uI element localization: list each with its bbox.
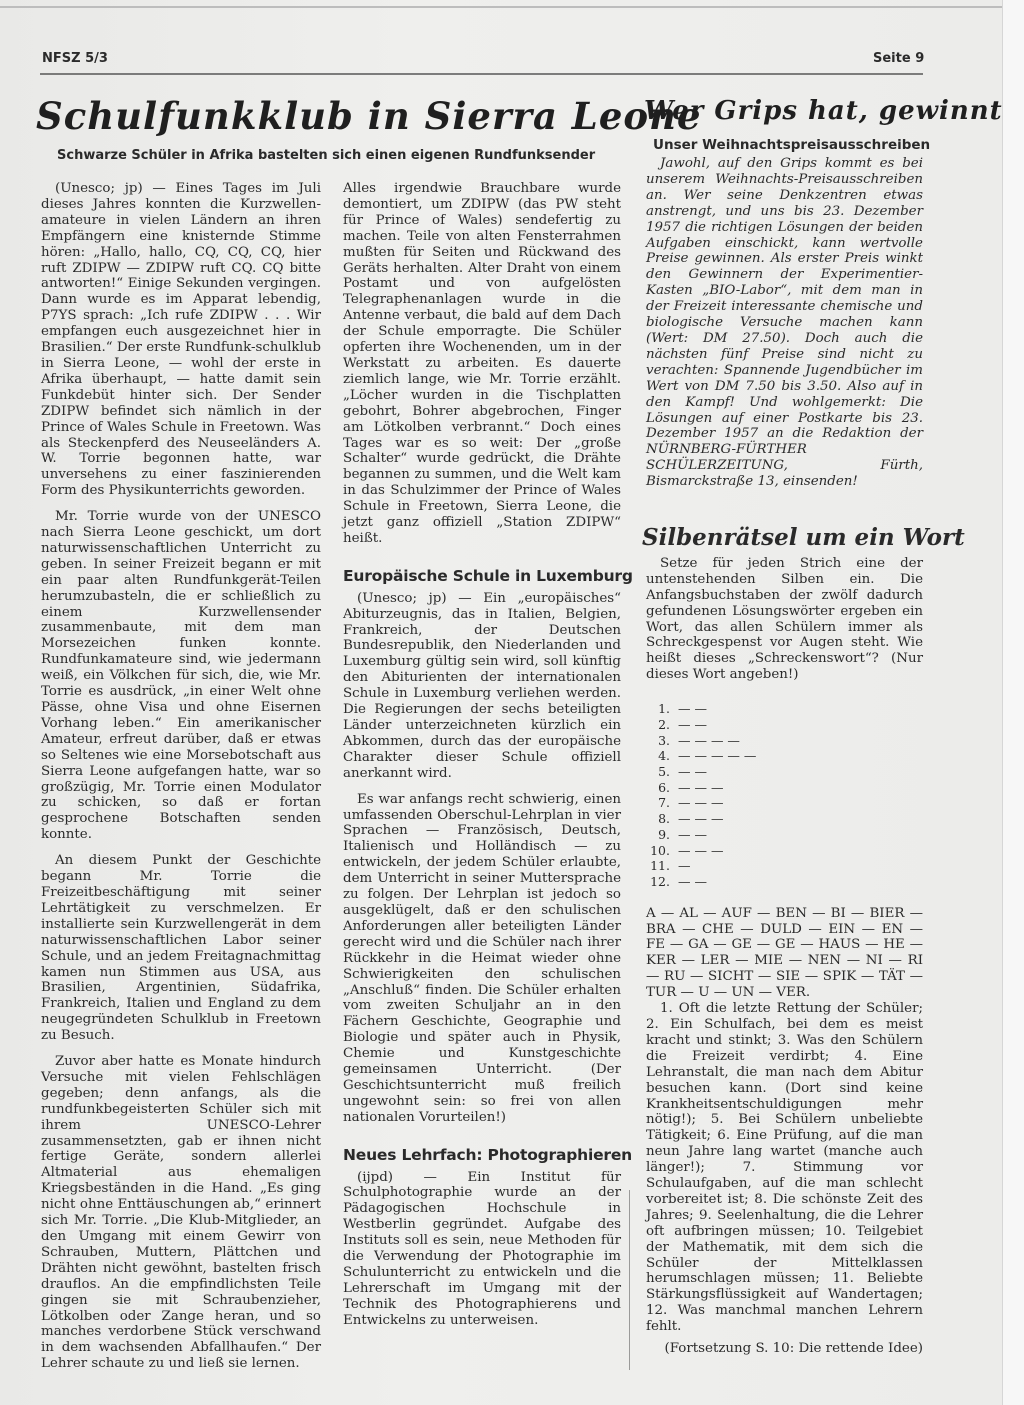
puzzle-blanks: — — — — [678, 842, 724, 858]
scan-right-margin — [1002, 0, 1024, 1405]
main-article-paragraph: (Unesco; jp) — Eines Tages im Juli dieses Jahres konnten die Kurzwellen-amateure in vielen Ländern an ihren Empfängern eine knisternde Stimme hören: „Hallo, hallo, CQ, CQ, CQ, hier ruft ZDIPW — ZDIPW ruft CQ. CQ bitte antworten!“ Einige Sekunden vergingen. Dann wurde es im Apparat lebendig, P7YS sprach: „Ich rufe ZDIPW . . . Wir empfangen euch ausgezeichnet hier in Brasilien.“ Der erste Rundfunk-schulklub in Sierra Leone, — wohl der erste in Afrika überhaupt, — hatte damit sein Funkdebüt hinter sich. Der Sender ZDIPW befindet sich nämlich in der Prince of Wales Schule in Freetown. Was als Steckenpferd des Neuseeländers A. W. Torrie begonnen hatte, war unversehens zu einer faszinierenden Form des Physikunterrichts geworden. — [41, 181, 321, 499]
puzzle-row-number: 10. — [650, 842, 670, 858]
column-1 — [41, 181, 321, 1372]
puzzle-row — [646, 748, 923, 764]
continuation-note: (Fortsetzung S. 10: Die rettende Idee) — [664, 1341, 923, 1357]
main-article-paragraph: Mr. Torrie wurde von der UNESCO nach Sierra Leone geschickt, um dort naturwissenschaftlichen Unterricht zu geben. In seiner Freizeit begann er mit ein paar alten Rundfunkgerät-Teilen herumzubasteln, die er schließlich zu einem Kurzwellensender zusammenbaute, mit dem man Morsezeichen funken konnte. Rundfunkamateure sind, wie jedermann weiß, ein Völkchen für sich, die, wie Mr. Torrie es ausdrück, „in einer Welt ohne Pässe, ohne Visa und ohne Eisernen Vorhang leben.“ Ein amerikanischer Amateur, erfreut darüber, daß er etwas so Seltenes wie eine Morsebotschaft aus Sierra Leone aufgefangen hatte, war so großzügig, Mr. Torrie einen Modulator zu schicken, so daß er fortan gesprochene Botschaften senden konnte. — [41, 509, 321, 843]
column-2 — [343, 181, 633, 1329]
column-3 — [642, 156, 965, 1357]
puzzle-row-number: 8. — [658, 811, 670, 827]
puzzle-row-number: 5. — [658, 764, 670, 779]
puzzle-row — [646, 827, 923, 843]
puzzle-row-number: 1. — [658, 701, 670, 717]
puzzle-blanks: — — — [678, 764, 707, 779]
luxembourg-article-paragraph: Es war anfangs recht schwierig, einen umfassenden Oberschul-Lehrplan in vier Sprachen — Französisch, Deutsch, Italienisch und Holländisch — zu entwickeln, der jedem Schüler erlaubte, dem Unterricht in seiner Muttersprache zu folgen. Der Lehrplan ist jedoch so ausgeklügelt, daß er den schulischen Anforderungen aller beteiligten Länder gerecht wird und die Schüler nach ihrer Rückkehr in die Heimat wieder ohne Schwierigkeiten den schulischen „Anschluß“ finden. Die Schüler erhalten vom zweiten Schuljahr an in den Fächern Geschichte, Geographie und Biologie und später auch in Physik, Chemie und Kunstgeschichte gemeinsamen Unterricht. (Der Geschichtsunterricht muß freilich ungewohnt sein: so frei von allen nationalen Vorurteilen!) — [343, 791, 621, 1125]
puzzle-row — [646, 780, 923, 796]
puzzle-grid — [646, 701, 923, 889]
puzzle-intro: Setze für jeden Strich eine der untenstehenden Silben ein. Die Anfangsbuchstaben der zwölf dadurch gefundenen Lösungswörter ergeben ein Wort, das allen Schülern immer als Schreckgespenst vor Augen steht. Wie heißt dieses „Schreckenswort“? (Nur dieses Wort angeben!) — [646, 555, 923, 683]
photo-article-paragraph: (ijpd) — Ein Institut für Schulphotographie wurde an der Pädagogischen Hochschule in Westberlin gegründet. Aufgabe des Instituts soll es sein, neue Methoden für die Verwendung der Photographie im Schulunterricht zu entwickeln und die Lehrerschaft im Umgang mit der Technik des Photographierens und Entwickelns zu unterweisen. — [343, 1169, 621, 1328]
puzzle-blanks: — — — [678, 873, 707, 889]
main-article-continuation: Alles irgendwie Brauchbare wurde demontiert, um ZDIPW (das PW steht für Prince of Wales) sendefertig zu machen. Teile von alten Fensterrahmen mußten für Seiten und Rückwand des Geräts herhalten. Alter Draht von einem Postamt und von aufgelösten Telegraphenanlagen wurde in die Antenne verbaut, die bald auf dem Dach der Schule emporragte. Die Schüler opferten ihre Wochenenden, um in der Werkstatt zu arbeiten. Es dauerte ziemlich lange, wie Mr. Torrie erzählt. „Löcher wurden in die Tischplatten gebohrt, Bohrer abgebrochen, Finger am Lötkolben verbrannt.“ Doch eines Tages war es so weit: Der „große Schalter“ wurde gedrückt, die Drähte begannen zu summen, und die Welt kam in das Schulzimmer der Prince of Wales Schule in Freetown, Sierra Leone, die jetzt ganz offiziell „Station ZDIPW“ heißt. — [343, 181, 621, 546]
puzzle-blanks: — — — — [678, 811, 724, 827]
puzzle-row — [646, 874, 923, 890]
puzzle-blanks: — — — — — [678, 732, 740, 748]
puzzle-row-number: 4. — [658, 748, 670, 764]
page-number: Seite 9 — [873, 51, 925, 66]
puzzle-row-number: 3. — [658, 732, 670, 748]
puzzle-row-number: 7. — [658, 795, 670, 811]
contest-subtitle: Unser Weihnachtspreisausschreiben — [653, 137, 931, 153]
puzzle-blanks: — — — — — — [678, 748, 757, 764]
puzzle-blanks: — — — — [678, 779, 724, 795]
scan-edge-line — [0, 6, 1024, 8]
puzzle-row — [646, 764, 923, 780]
photo-article-title: Neues Lehrfach: Photographieren — [343, 1145, 632, 1164]
puzzle-row — [646, 717, 923, 733]
puzzle-row — [646, 733, 923, 749]
main-article-paragraph: An diesem Punkt der Geschichte begann Mr. Torrie die Freizeitbeschäftigung mit seiner Lehrtätigkeit zu verschmelzen. Er installierte sein Kurzwellengerät in dem naturwissenschaftlichen Labor seiner Schule, und an jedem Freitagnachmittag kamen nun Stimmen aus USA, aus Brasilien, Argentinien, Südafrika, Frankreich, Italien und England zu dem neugegründeten Schulklub in Freetown zu Besuch. — [41, 853, 321, 1044]
puzzle-row — [646, 843, 923, 859]
puzzle-row-number: 9. — [658, 826, 670, 842]
puzzle-clues: 1. Oft die letzte Rettung der Schüler; 2. Ein Schulfach, bei dem es meist kracht und stinkt; 3. Was den Schülern die Freizeit verdirbt; 4. Eine Lehranstalt, die man nach dem Abitur besuchen kann. (Dort sind keine Krankheitsentschuldigungen mehr nötig!); 5. Bei Schülern unbeliebte Tätigkeit; 6. Eine Prüfung, auf die man neun Jahre lang wartet (manche auch länger!); 7. Stimmung vor Schulaufgaben, auf die man schlecht vorbereitet ist; 8. Die schönste Zeit des Jahres; 9. Seelenhaltung, die die Lehrer oft aufbringen müssen; 10. Teilgebiet der Mathematik, mit dem sich die Schüler der Mittelklassen herumschlagen müssen; 11. Beliebte Stärkungsflüssigkeit auf Wandertagen; 12. Was manchmal manchen Lehrern fehlt. — [646, 1001, 923, 1335]
header-rule — [40, 73, 923, 75]
puzzle-row-number: 6. — [658, 779, 670, 795]
puzzle-row-number: 11. — [650, 858, 670, 874]
puzzle-row — [646, 811, 923, 827]
main-article-title: Schulfunkklub in Sierra Leone — [36, 94, 702, 138]
puzzle-syllables: A — AL — AUF — BEN — BI — BIER — BRA — CHE — DULD — EIN — EN — FE — GA — GE — GE — HAUS — HE — KER — LER — MIE — NEN — NI — RI — RU — SICHT — SIE — SPIK — TÄT — TUR — U — UN — VER. — [646, 905, 923, 1001]
puzzle-blanks: — — — — [678, 795, 724, 811]
contest-title: Wer Grips hat, gewinnt — [644, 96, 1003, 126]
puzzle-row — [646, 858, 923, 874]
puzzle-blanks: — — — [678, 701, 707, 717]
main-article-subtitle: Schwarze Schüler in Afrika bastelten sich einen eigenen Rundfunksender — [57, 148, 596, 163]
puzzle-blanks: — — — [678, 716, 707, 732]
puzzle-row — [646, 701, 923, 717]
puzzle-row — [646, 795, 923, 811]
puzzle-blanks: — — [678, 858, 691, 874]
luxembourg-article-paragraph: (Unesco; jp) — Ein „europäisches“ Abiturzeugnis, das in Italien, Belgien, Frankreich, der Deutschen Bundesrepublik, den Niederlanden und Luxemburg gültig sein wird, soll künftig den Abiturienten der internationalen Schule in Luxemburg verliehen werden. Die Regierungen der sechs beteiligten Länder unterzeichneten kürzlich ein Abkommen, durch das der europäische Charakter dieser Schule offiziell anerkannt wird. — [343, 590, 621, 781]
column-divider — [629, 1190, 630, 1370]
issue-number: NFSZ 5/3 — [42, 51, 108, 66]
puzzle-title: Silbenrätsel um ein Wort — [642, 524, 965, 552]
luxembourg-article-title: Europäische Schule in Luxemburg — [343, 566, 633, 585]
main-article-paragraph: Zuvor aber hatte es Monate hindurch Versuche mit vielen Fehlschlägen gegeben; denn anfangs, als die rundfunkbegeisterten Schüler sich mit ihrem UNESCO-Lehrer zusammensetzten, gab er ihnen nicht fertige Geräte, sondern allerlei Altmaterial aus ehemaligen Kriegsbeständen in die Hand. „Es ging nicht ohne Enttäuschungen ab,“ erinnert sich Mr. Torrie. „Die Klub-Mitglieder, an den Umgang mit einem Gewirr von Schrauben, Muttern, Plättchen und Drähten nicht gewöhnt, bastelten frisch drauflos. An die empfindlichsten Teile gingen sie mit Schraubenzieher, Lötkolben oder Zange heran, und so manches verdorbene Stück verschwand in dem wachsenden Abfallhaufen.“ Der Lehrer schaute zu und ließ sie lernen. — [41, 1054, 321, 1372]
puzzle-row-number: 12. — [650, 873, 670, 889]
puzzle-blanks: — — — [678, 826, 707, 842]
contest-body: Jawohl, auf den Grips kommt es bei unserem Weihnachts-Preisausschreiben an. Wer seine Denkzentren etwas anstrengt, und uns bis 23. Dezember 1957 die richtigen Lösungen der beiden Aufgaben einschickt, kann wertvolle Preise gewinnen. Als erster Preis winkt den Gewinnern der Experimentier-Kasten „BIO-Labor“, mit dem man in der Freizeit interessante chemische und biologische Versuche machen kann (Wert: DM 27.50). Doch auch die nächsten fünf Preise sind nicht zu verachten: Spannende Jugendbücher im Wert von DM 7.50 bis 3.50. Also auf in den Kampf! Und wohlgemerkt: Die Lösungen auf einer Postkarte bis 23. Dezember 1957 an die Redaktion der NÜRNBERG-FÜRTHER SCHÜLERZEITUNG, Fürth, Bismarckstraße 13, einsenden! — [646, 156, 923, 490]
puzzle-row-number: 2. — [658, 716, 670, 732]
